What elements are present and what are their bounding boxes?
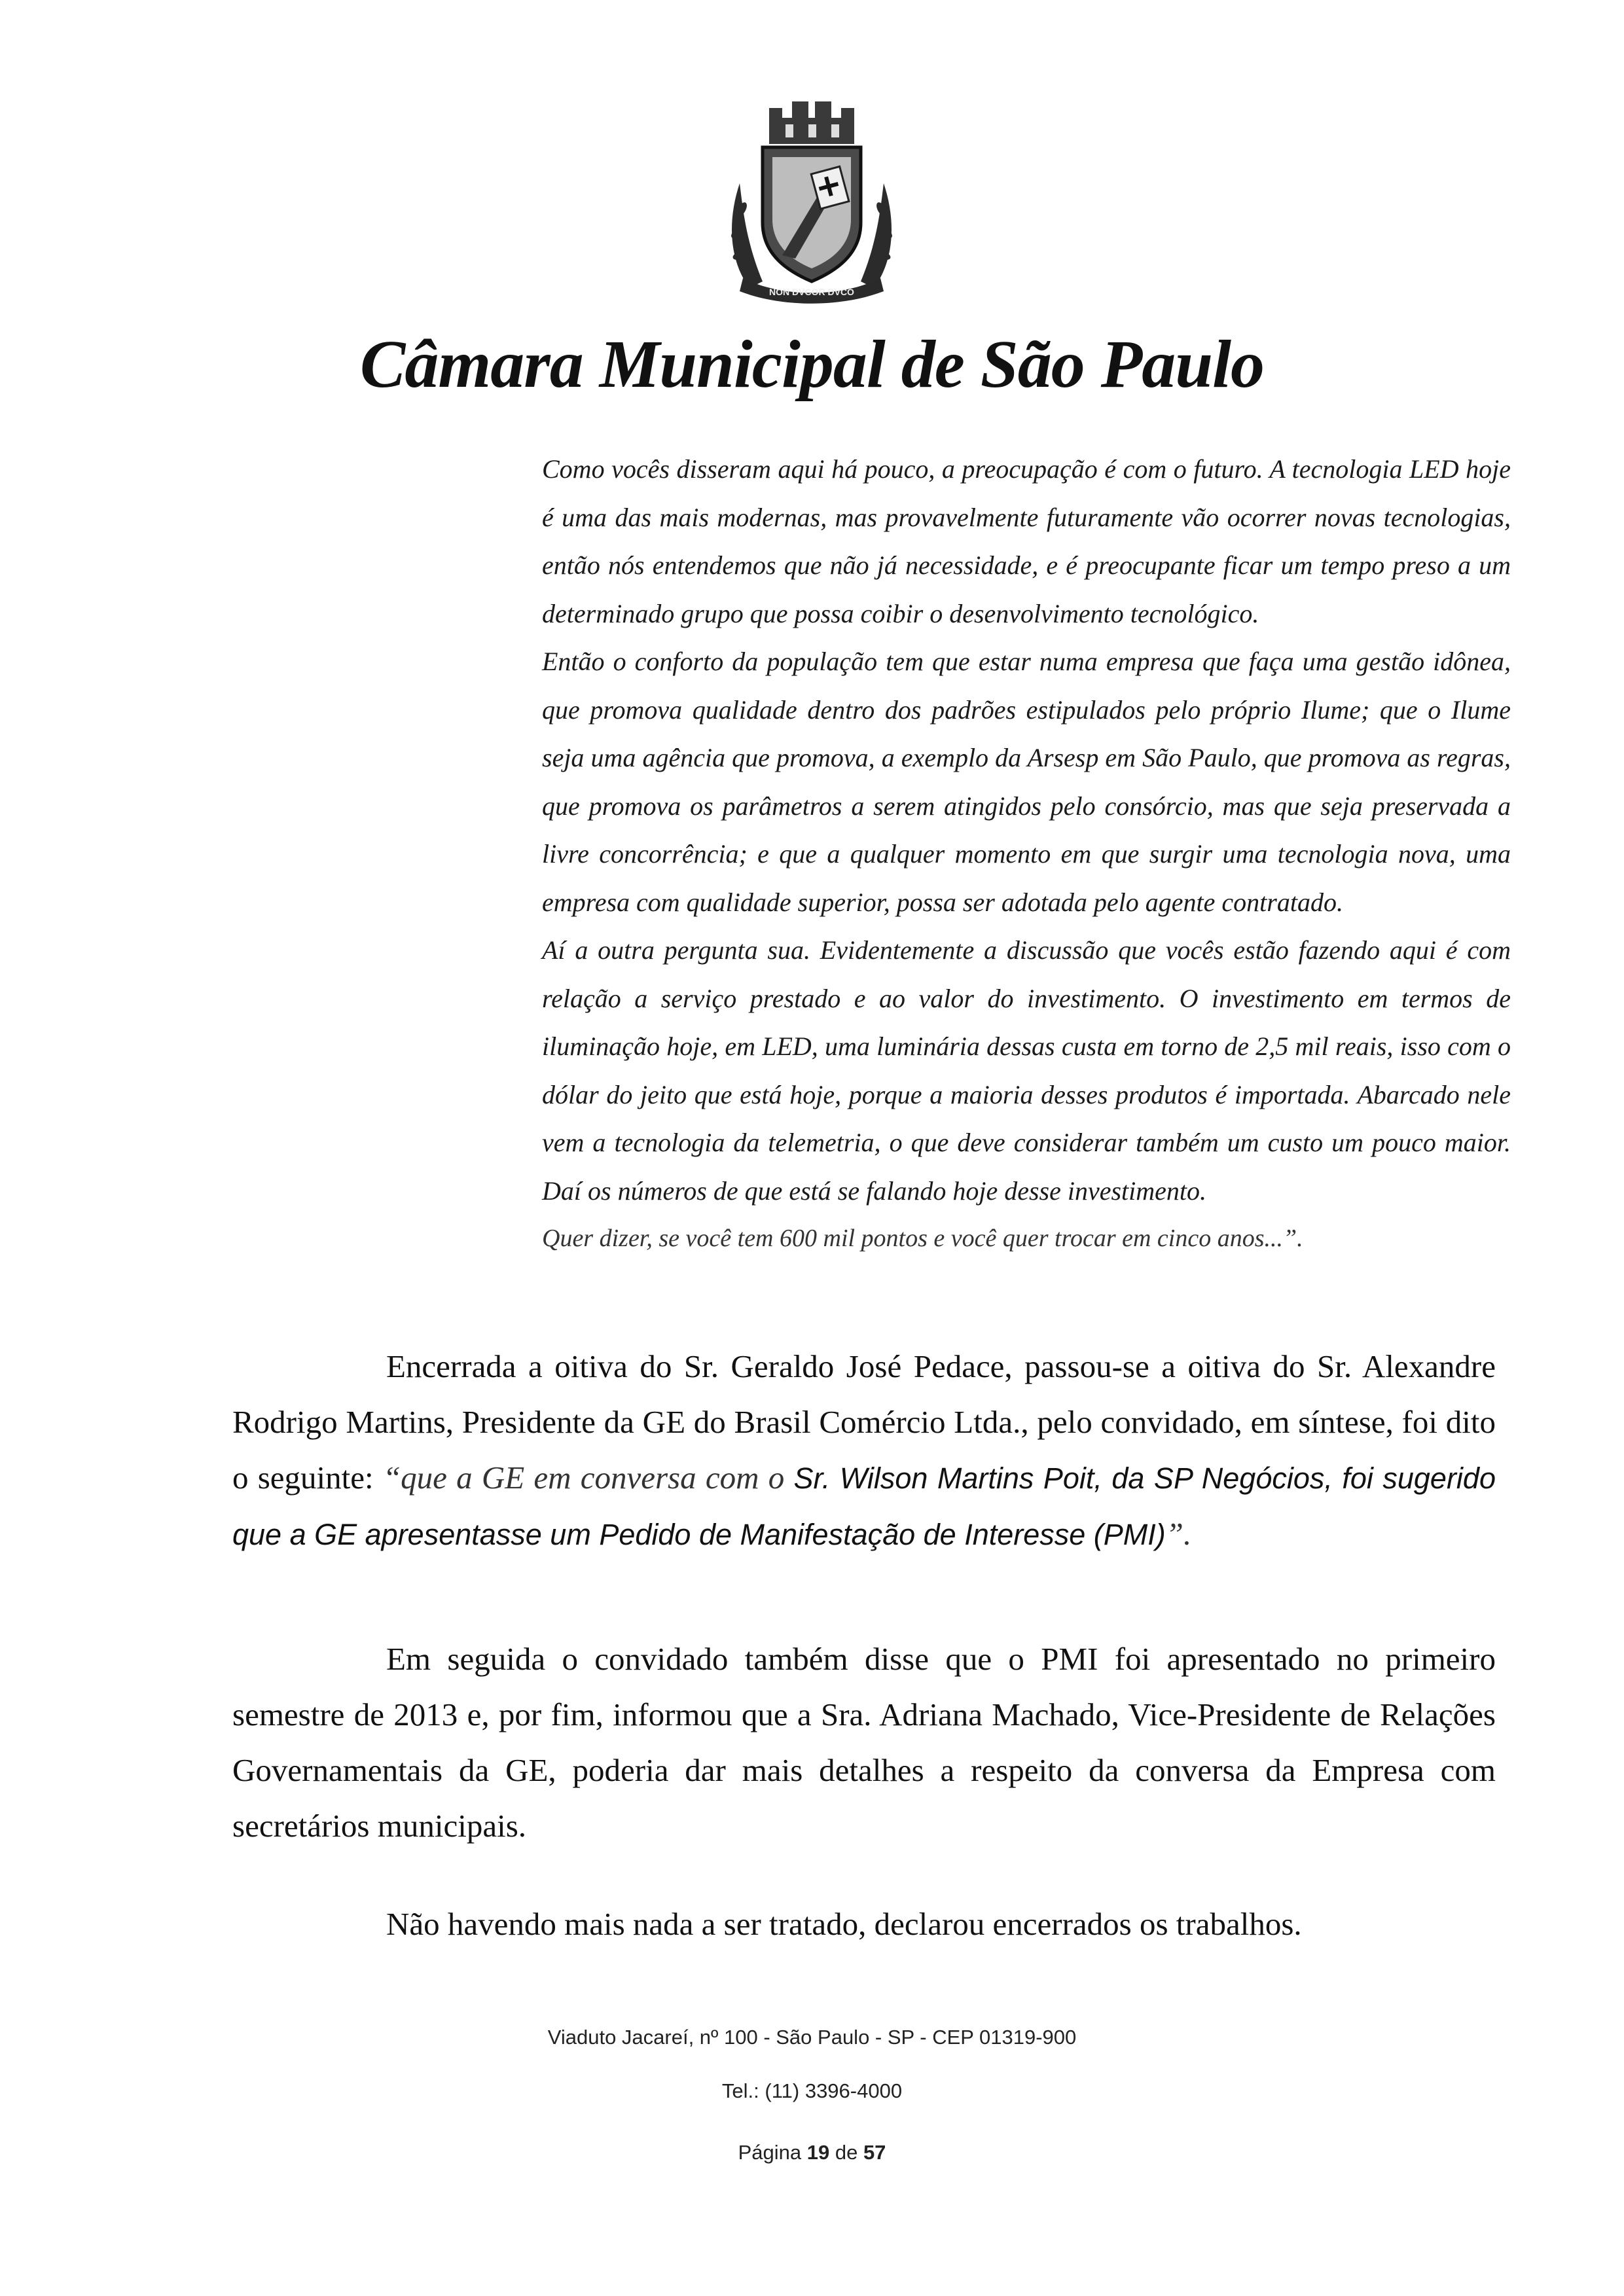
page-number xyxy=(0,2141,1624,2164)
logo-motto: NON DVCOR DVCO xyxy=(769,287,854,297)
footer-address: Viaduto Jacareí, nº 100 - São Paulo - SP - CEP 01319-900 xyxy=(547,2026,1077,2049)
page-prefix: Página xyxy=(738,2141,802,2164)
testimony-quote-block xyxy=(542,445,1511,1263)
inline-quote-end: ”. xyxy=(1165,1516,1192,1552)
paragraph-text: Não havendo mais nada a ser tratado, declarou encerrados os trabalhos. xyxy=(386,1906,1302,1942)
page-separator: de xyxy=(835,2141,858,2164)
quote-paragraph: Aí a outra pergunta sua. Evidentemente a discussão que vocês estão fazendo aqui é com relação a serviço prestado e ao valor do investimento. O investimento em termos de iluminação hoje, em LED, uma luminária dessas custa em torno de 2,5 mil reais, isso com o dólar do jeito que está hoje, porque a maioria desses produtos é importada. Abarcado nele vem a tecnologia da telemetria, o que deve considerar também um custo um pouco maior. Daí os números de que está se falando hoje desse investimento. xyxy=(542,935,1511,1206)
page-total: 57 xyxy=(863,2141,886,2164)
inline-quote: Sr. Wilson Martins Poit, da SP Negócios, foi sugerido que a GE apresentasse um Pedido de Manifestação de Interesse (PMI) xyxy=(232,1462,1496,1551)
body-paragraph xyxy=(232,1631,1496,1854)
page-header-title: Câmara Municipal de São Paulo xyxy=(360,327,1264,402)
sao-paulo-coat-of-arms-icon xyxy=(723,92,900,308)
quote-paragraph: Quer dizer, se você tem 600 mil pontos e você quer trocar em cinco anos...”. xyxy=(542,1225,1303,1252)
body-paragraph xyxy=(232,1338,1496,1562)
quote-paragraph: Como vocês disseram aqui há pouco, a preocupação é com o futuro. A tecnologia LED hoje é uma das mais modernas, mas provavelmente futuramente vão ocorrer novas tecnologias, então nós entendemos que não já necessidade, e é preocupante ficar um tempo preso a um determinado grupo que possa coibir o desenvolvimento tecnológico. xyxy=(542,454,1511,628)
inline-quote: “que a GE em conversa com o xyxy=(382,1460,794,1496)
paragraph-text: Encerrada a oitiva do Sr. Geraldo José Pedace, passou-se a oitiva do Sr. Alexandre Rodrigo Martins, Presidente da GE do Brasil Comércio Ltda., pelo convidado, em síntese, foi dito o seguinte: xyxy=(232,1348,1496,1496)
footer-phone: Tel.: (11) 3396-4000 xyxy=(721,2079,903,2102)
paragraph-text: Em seguida o convidado também disse que o PMI foi apresentado no primeiro semestre de 2013 e, por fim, informou que a Sra. Adriana Machado, Vice-Presidente de Relações Governamentais da GE, poderia dar mais detalhes a respeito da conversa da Empresa com secretários municipais. xyxy=(232,1641,1496,1844)
body-paragraph xyxy=(232,1896,1496,1952)
quote-paragraph: Então o conforto da população tem que estar numa empresa que faça uma gestão idônea, que promova qualidade dentro dos padrões estipulados pelo próprio Ilume; que o Ilume seja uma agência que promova, a exemplo da Arsesp em São Paulo, que promova as regras, que promova os parâmetros a serem atingidos pelo consórcio, mas que seja preservada a livre concorrência; e que a qualquer momento em que surgir uma tecnologia nova, uma empresa com qualidade superior, possa ser adotada pelo agente contratado. xyxy=(542,647,1511,917)
page-current: 19 xyxy=(806,2141,830,2164)
